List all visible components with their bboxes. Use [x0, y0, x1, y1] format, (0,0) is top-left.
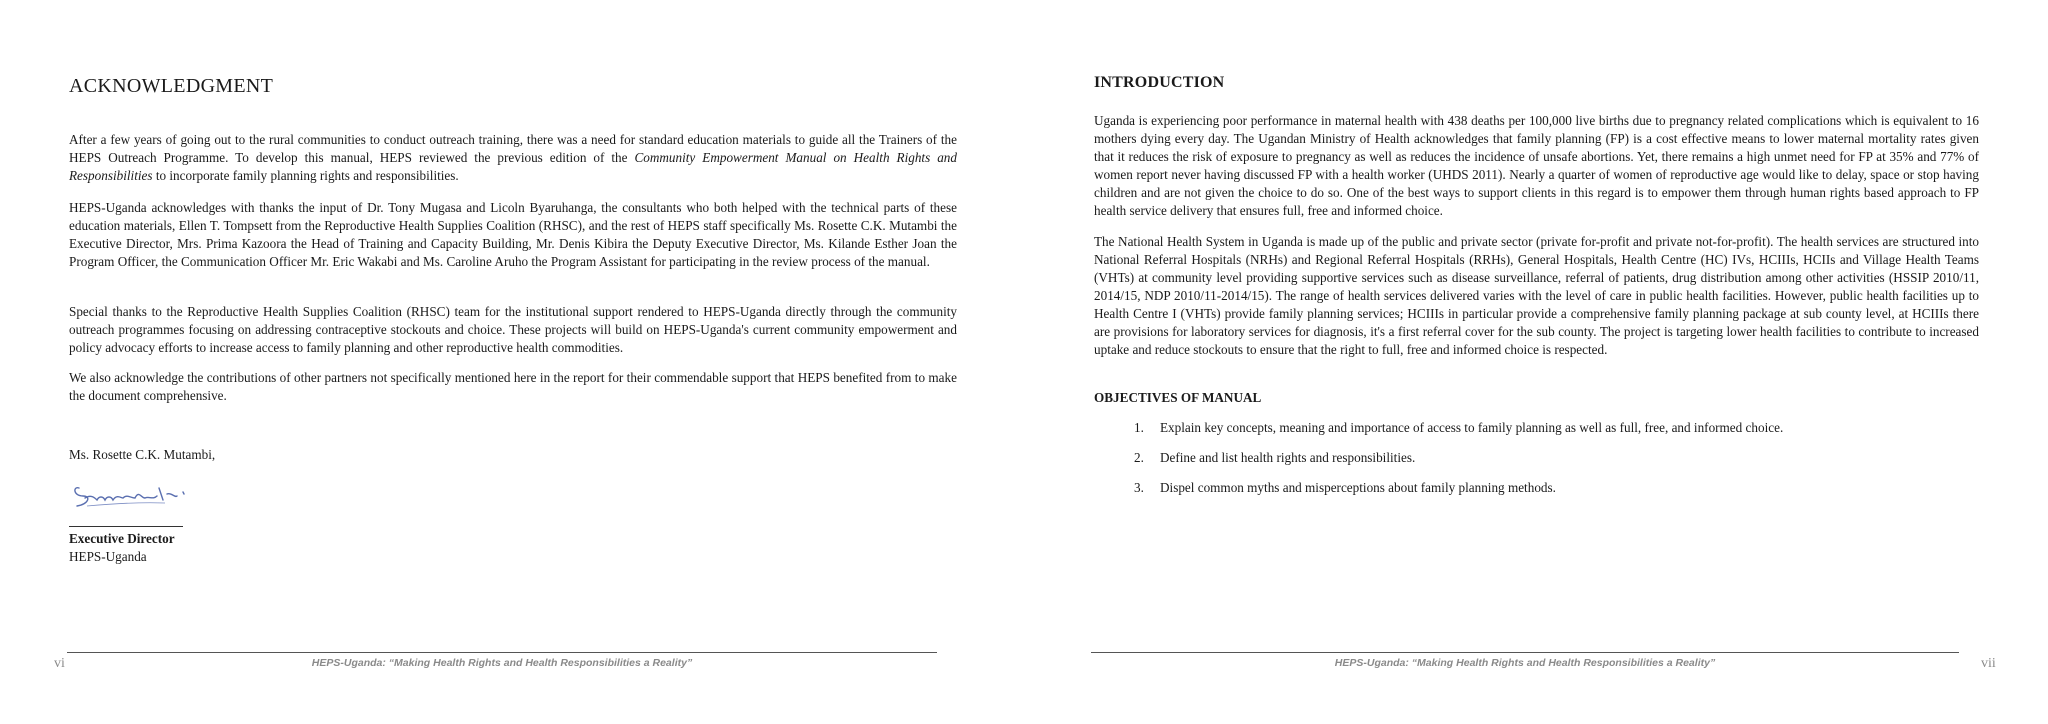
objective-text: Define and list health rights and responsibilities. [1160, 450, 1416, 465]
ack-p1-text: After a few years of going out to the rural communities to conduct outreach training, there was a need for standard education materials to guide all the Trainers of the HEPS Outreach Programme. To develop this manual, HEPS reviewed the previous edition of the [69, 132, 957, 165]
objective-text: Explain key concepts, meaning and importance of access to family planning as well as full, free, and informed choice. [1160, 420, 1784, 435]
footer-rule [67, 652, 937, 653]
objective-text: Dispel common myths and misperceptions about family planning methods. [1160, 480, 1556, 495]
objective-item [1094, 449, 1979, 479]
objective-number: 3. [1134, 480, 1144, 495]
page-number: vii [1981, 656, 1996, 671]
ack-paragraph-4: We also acknowledge the contributions of other partners not specifically mentioned here in the report for their commendable support that HEPS benefited from to make the document comprehensive. [69, 370, 957, 403]
footer-rule [1091, 652, 1959, 653]
objective-item [1094, 419, 1979, 449]
handwritten-signature [69, 476, 199, 516]
manual-title-italic: Community Empowerment Manual on Health Rights and Responsibilities [69, 150, 957, 183]
objective-item [1094, 479, 1979, 509]
footer-tagline: HEPS-Uganda: “Making Health Rights and Health Responsibilities a Reality” [1334, 657, 1716, 669]
acknowledgment-title: ACKNOWLEDGMENT [69, 75, 274, 97]
objective-number: 2. [1134, 450, 1144, 465]
intro-paragraph-1: Uganda is experiencing poor performance in maternal health with 438 deaths per 100,000 live births due to pregnancy related complications which is equivalent to 16 mothers dying every day. The Ugandan Ministry of Health acknowledges that family planning (FP) is a cost effective means to lower maternal mortality rates given that it reduces the risk of exposure to pregnancy as well as reduces the incidence of unsafe abortions. Yet, there remains a high unmet need for FP at 35% and 77% of women report never having discussed FP with a health worker (UHDS 2011). Nearly a quarter of women of reproductive age would like to delay, space or stop having children and are not given the choice to do so. One of the best ways to support clients in this regard is to empower them through human rights based approach to FP health service delivery that ensures full, free and informed choice. [1094, 113, 1979, 218]
signature-line [69, 526, 183, 527]
ack-paragraph-3: Special thanks to the Reproductive Health Supplies Coalition (RHSC) team for the institutional support rendered to HEPS-Uganda directly through the community outreach programmes focusing on addressing contraceptive stockouts and choice. These projects will build on HEPS-Uganda's current community empowerment and policy advocacy efforts to increase access to family planning and other reproductive health commodities. [69, 304, 957, 355]
page-number: vi [54, 656, 65, 671]
signer-org: HEPS-Uganda [69, 549, 147, 564]
footer-tagline: HEPS-Uganda: “Making Health Rights and Health Responsibilities a Reality” [311, 657, 693, 669]
objectives-list [1094, 419, 1979, 509]
signer-name: Ms. Rosette C.K. Mutambi, [69, 447, 216, 462]
ack-paragraph-2: HEPS-Uganda acknowledges with thanks the input of Dr. Tony Mugasa and Licoln Byaruhanga, the consultants who both helped with the technical parts of these education materials, Ellen T. Tompsett from the Reproductive Health Supplies Coalition (RHSC), and the rest of HEPS staff specifically Ms. Rosette C.K. Mutambi the Executive Director, Mrs. Prima Kazoora the Head of Training and Capacity Building, Mr. Denis Kibira the Deputy Executive Director, Ms. Kilande Esther Joan the Program Officer, the Communication Officer Mr. Eric Wakabi and Ms. Caroline Aruho the Program Assistant for participating in the review process of the manual. [69, 200, 957, 269]
objectives-title: OBJECTIVES OF MANUAL [1094, 390, 1262, 405]
page-right [1024, 0, 2048, 724]
objective-number: 1. [1134, 420, 1144, 435]
introduction-title: INTRODUCTION [1094, 74, 1225, 91]
ack-paragraph-1 [69, 131, 957, 185]
ack-p1-text-end: to incorporate family planning rights and responsibilities. [152, 168, 459, 183]
signer-role: Executive Director [69, 531, 175, 546]
intro-paragraph-2: The National Health System in Uganda is made up of the public and private sector (private for-profit and private not-for-profit). The health services are structured into National Referral Hospitals (NRHs) and Regional Referral Hospitals (RRHs), General Hospitals, Health Centre (HC) IVs, HCIIIs, HCIIs and Village Health Teams (VHTs) at community level providing supportive services such as disease surveillance, referral of patients, drug distribution among other activities (HSSIP 2010/11, 2014/15, NDP 2010/11-2014/15). The range of health services delivered varies with the level of care in public health facilities. However, public health facilities up to Health Centre I (VHTs) provide family planning services; HCIIIs in particular provide a comprehensive family planning package at sub county level, at HCIIIs there are provisions for laboratory services for diagnosis, it's a first referral cover for the sub county. The project is targeting lower health facilities to contribute to increased uptake and reduce stockouts to ensure that the right to full, free and informed choice is respected. [1094, 234, 1979, 357]
